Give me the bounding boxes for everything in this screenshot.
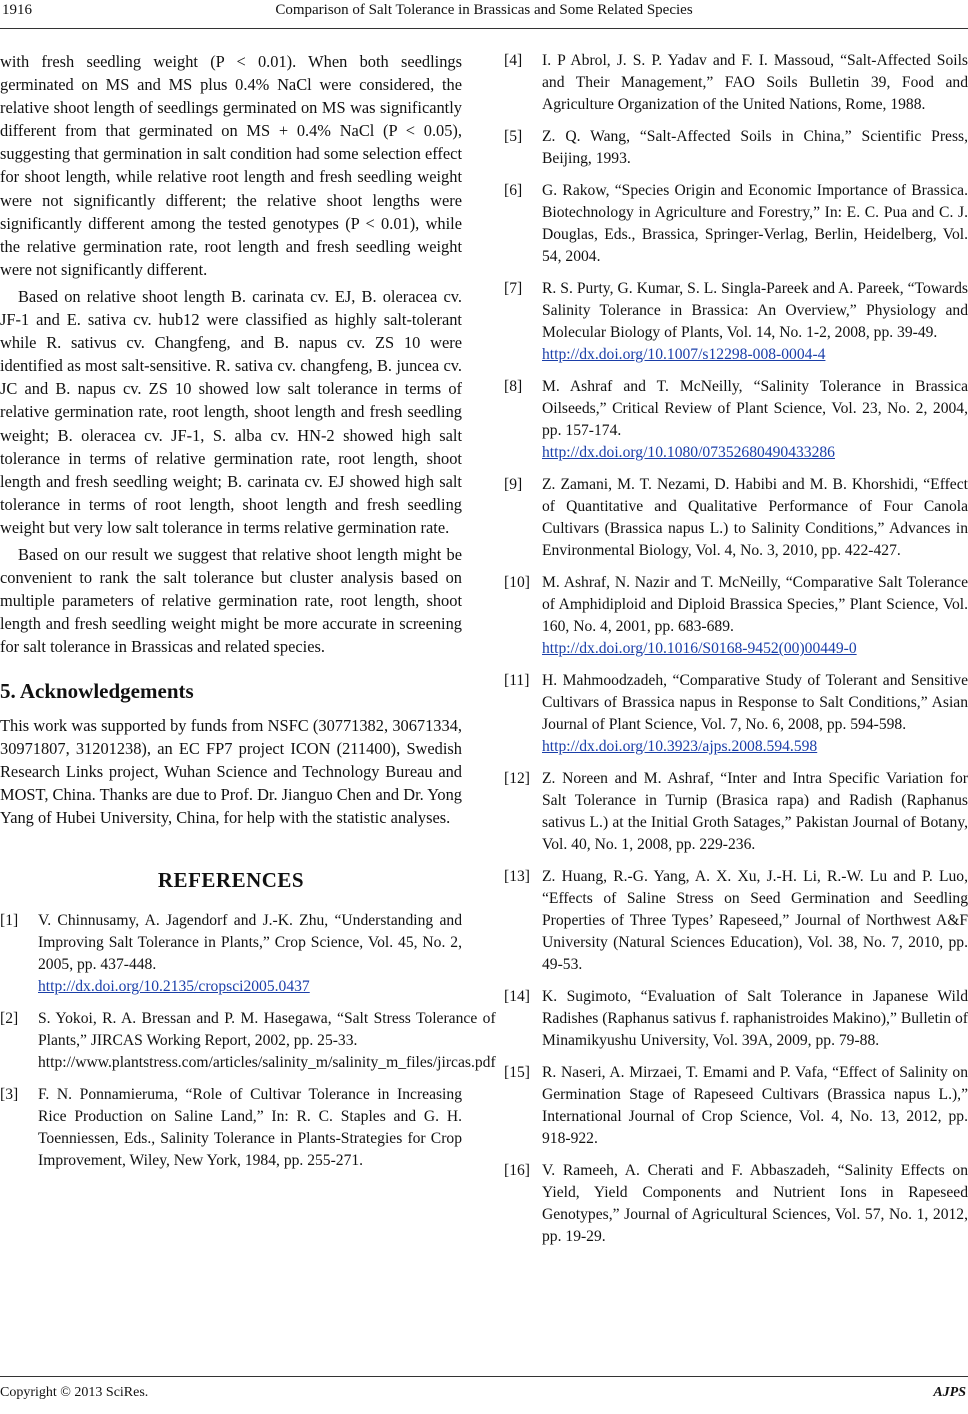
reference-text: [38, 1084, 462, 1172]
reference-number: [2]: [0, 1010, 19, 1028]
reference-item: [504, 768, 968, 856]
doi-link[interactable]: http://dx.doi.org/10.2135/cropsci2005.0437: [38, 978, 310, 996]
reference-item: [504, 866, 968, 976]
reference-citation: H. Mahmoodzadeh, “Comparative Study of Tolerant and Sensitive Cultivars of Brassica napus in Response to Salt Conditions,” Asian Journal of Plant Science, Vol. 7, No. 6, 2008, pp. 594-598.: [542, 672, 968, 733]
reference-number: [6]: [504, 182, 523, 199]
reference-text: [542, 1160, 968, 1248]
reference-item: [504, 180, 968, 268]
reference-item: [504, 1160, 968, 1248]
reference-text: [542, 278, 968, 366]
reference-item: [504, 50, 968, 116]
reference-item: [0, 910, 462, 998]
reference-number: [7]: [504, 280, 523, 297]
reference-text: [542, 768, 968, 856]
page-number: 1916: [2, 2, 32, 18]
reference-number: [1]: [0, 912, 19, 930]
reference-text: [542, 50, 968, 116]
reference-number: [13]: [504, 868, 530, 885]
journal-abbrev: AJPS: [933, 1385, 966, 1400]
reference-item: [504, 474, 968, 562]
reference-citation: M. Ashraf and T. McNeilly, “Salinity Tolerance in Brassica Oilseeds,” Critical Review of Plant Science, Vol. 23, No. 2, 2004, pp. 157-174.: [542, 378, 968, 439]
copyright-text: Copyright © 2013 SciRes.: [0, 1385, 149, 1400]
doi-link[interactable]: http://dx.doi.org/10.3923/ajps.2008.594.598: [542, 738, 818, 755]
reference-number: [8]: [504, 378, 523, 395]
reference-citation: R. Naseri, A. Mirzaei, T. Emami and P. Vafa, “Effect of Salinity on Germination Stage of Rapeseed Cultivars (Brassica napus L.),” International Journal of Crop Science, Vol. 4, No. 13, 2012, pp. 918-922.: [542, 1064, 968, 1147]
reference-citation: Z. Noreen and M. Ashraf, “Inter and Intra Specific Variation for Salt Tolerance in Turnip (Brasica rapa) and Radish (Raphanus sativus L.) at the Initial Groth Satages,” Pakistan Journal of Botany, Vol. 40, No. 1, 2008, pp. 229-236.: [542, 770, 968, 853]
reference-number: [16]: [504, 1162, 530, 1179]
reference-number: [9]: [504, 476, 523, 493]
reference-citation: S. Yokoi, R. A. Bressan and P. M. Hasegawa, “Salt Stress Tolerance of Plants,” JIRCAS Working Report, 2002, pp. 25-33.: [38, 1010, 496, 1050]
section-heading: 5. Acknowledgements: [0, 679, 194, 704]
references-list-right: [504, 50, 968, 1258]
reference-citation: Z. Zamani, M. T. Nezami, D. Habibi and M. B. Khorshidi, “Effect of Quantitative and Qualitative Performance of Four Canola Cultivars (Brassica napus L.) to Salinity Conditions,” Advances in Environmental Biology, Vol. 4, No. 3, 2010, pp. 422-427.: [542, 476, 968, 559]
reference-url: http://www.plantstress.com/articles/salinity_m/salinity_m_files/jircas.pdf: [38, 1054, 496, 1072]
reference-citation: R. S. Purty, G. Kumar, S. L. Singla-Pareek and A. Pareek, “Towards Salinity Tolerance in Brassica: An Overview,” Physiology and Molecular Biology of Plants, Vol. 14, No. 1-2, 2008, pp. 39-49.: [542, 280, 968, 341]
reference-text: [542, 1062, 968, 1150]
reference-item: [0, 1008, 496, 1074]
left-column: [0, 50, 496, 1182]
reference-item: [504, 1062, 968, 1150]
reference-item: [504, 986, 968, 1052]
reference-number: [15]: [504, 1064, 530, 1081]
reference-text: [542, 670, 968, 758]
reference-citation: G. Rakow, “Species Origin and Economic Importance of Brassica. Biotechnology in Agriculture and Forestry,” In: E. C. Pua and C. J. Douglas, Eds., Brassica, Springer-Verlag, Berlin, Heidelberg, Vol. 54, 2004.: [542, 182, 968, 265]
reference-text: [542, 572, 968, 660]
references-heading: REFERENCES: [157, 868, 305, 892]
reference-number: [10]: [504, 574, 530, 591]
reference-text: [542, 474, 968, 562]
reference-number: [11]: [504, 672, 530, 689]
reference-number: [5]: [504, 128, 523, 145]
reference-citation: I. P Abrol, J. S. P. Yadav and F. I. Massoud, “Salt-Affected Soils and Their Management,” FAO Soils Bulletin 39, Food and Agriculture Organization of the United Nations, Rome, 1988.: [542, 52, 968, 113]
reference-item: [504, 126, 968, 170]
reference-item: [504, 670, 968, 758]
reference-text: [38, 910, 462, 998]
reference-citation: F. N. Ponnamieruma, “Role of Cultivar Tolerance in Increasing Rice Production on Saline Land,” In: R. C. Staples and G. H. Toenniessen, Eds., Salinity Tolerance in Plants-Strategies for Crop Improvement, Wiley, New York, 1984, pp. 255-271.: [38, 1086, 462, 1170]
doi-link[interactable]: http://dx.doi.org/10.1007/s12298-008-0004-4: [542, 346, 826, 363]
page-header: [0, 2, 968, 28]
reference-text: [542, 866, 968, 976]
body-paragraph: Based on our result we suggest that relative shoot length might be convenient to rank the salt tolerance but cluster analysis based on multiple parameters of relative germination rate, root length, shoot length and fresh seedling weight might be more accurate in screening for salt tolerance in Brassicas and related species.: [0, 544, 462, 657]
footer-rule: [0, 1376, 968, 1377]
reference-citation: Z. Q. Wang, “Salt-Affected Soils in China,” Scientific Press, Beijing, 1993.: [542, 128, 968, 167]
reference-number: [14]: [504, 988, 530, 1005]
reference-text: [542, 180, 968, 268]
body-paragraph: with fresh seedling weight (P < 0.01). When both seedlings germinated on MS and MS plus 0.4% NaCl were considered, the relative shoot length of seedlings germinated on MS was significantly different from that germinated on MS + 0.4% NaCl (P < 0.05), suggesting that germination in salt condition had some selection effect for shoot length, while relative root length and fresh seedling weight were not significantly different; the relative shoot lengths were significantly different among the tested genotypes (P < 0.01), while the relative germination rate, root length and fresh seedling weight were not significantly different.: [0, 52, 462, 279]
reference-text: [542, 986, 968, 1052]
reference-item: [504, 572, 968, 660]
reference-text: [542, 126, 968, 170]
reference-item: [504, 278, 968, 366]
body-paragraph: Based on relative shoot length B. carinata cv. EJ, B. oleracea cv. JF-1 and E. sativa cv. hub12 were classified as highly salt-tolerant while R. sativus cv. Changfeng, and B. napus cv. ZS 10 were identified as most salt-sensitive. R. sativa cv. changfeng, B. juncea cv. JC and B. napus cv. ZS 10 showed low salt tolerance in terms of relative germination rate, root length, shoot length and fresh seedling weight; B. oleracea cv. JF-1, S. alba cv. HN-2 showed high salt tolerance in terms of relative germination rate, root length, shoot length and fresh seedling weight; B. carinata cv. EJ showed high salt tolerance in terms of root length, shoot length and fresh seedling weight but very low salt tolerance in terms relative germination rate.: [0, 286, 462, 537]
reference-number: [4]: [504, 52, 523, 69]
reference-item: [0, 1084, 462, 1172]
acknowledgements-text: This work was supported by funds from NSFC (30771382, 30671334, 30971807, 31201238), an EC FP7 project ICON (211400), Swedish Research Links project, Wuhan Science and Technology Bureau and MOST, China. Thanks are due to Prof. Dr. Jianguo Chen and Dr. Yong Yang of Hubei University, China, for help with the statistic analyses.: [0, 715, 462, 827]
doi-link[interactable]: http://dx.doi.org/10.1080/07352680490433286: [542, 444, 835, 461]
reference-item: [504, 376, 968, 464]
reference-citation: Z. Huang, R.-G. Yang, A. X. Xu, J.-H. Li, R.-W. Lu and P. Luo, “Effects of Saline Stress on Seed Germination and Seedling Properties of Three Types’ Rapeseed,” Journal of Northwest A&F University (Natural Sciences Education), Vol. 38, No. 7, 2010, pp. 49-53.: [542, 868, 968, 973]
doi-link[interactable]: http://dx.doi.org/10.1016/S0168-9452(00)00449-0: [542, 640, 857, 657]
reference-text: [38, 1008, 496, 1074]
running-title: Comparison of Salt Tolerance in Brassicas and Some Related Species: [275, 2, 693, 18]
reference-citation: K. Sugimoto, “Evaluation of Salt Tolerance in Japanese Wild Radishes (Raphanus sativus f. raphanistroides Makino),” Bulletin of Minamikyushu University, Vol. 39A, 2009, pp. 79-88.: [542, 988, 968, 1049]
reference-citation: V. Rameeh, A. Cherati and F. Abbaszadeh, “Salinity Effects on Yield, Yield Components and Nutrient Ions in Rapeseed Genotypes,” Journal of Agricultural Sciences, Vol. 57, No. 1, 2012, pp. 19-29.: [542, 1162, 968, 1245]
header-rule: [0, 28, 968, 29]
reference-text: [542, 376, 968, 464]
reference-citation: V. Chinnusamy, A. Jagendorf and J.-K. Zhu, “Understanding and Improving Salt Tolerance in Plants,” Crop Science, Vol. 45, No. 2, 2005, pp. 437-448.: [38, 912, 462, 974]
reference-citation: M. Ashraf, N. Nazir and T. McNeilly, “Comparative Salt Tolerance of Amphidiploid and Diploid Brassica Species,” Plant Science, Vol. 160, No. 4, 2001, pp. 683-689.: [542, 574, 968, 635]
reference-number: [12]: [504, 770, 530, 787]
reference-number: [3]: [0, 1086, 19, 1104]
references-list-left: [0, 910, 496, 1172]
